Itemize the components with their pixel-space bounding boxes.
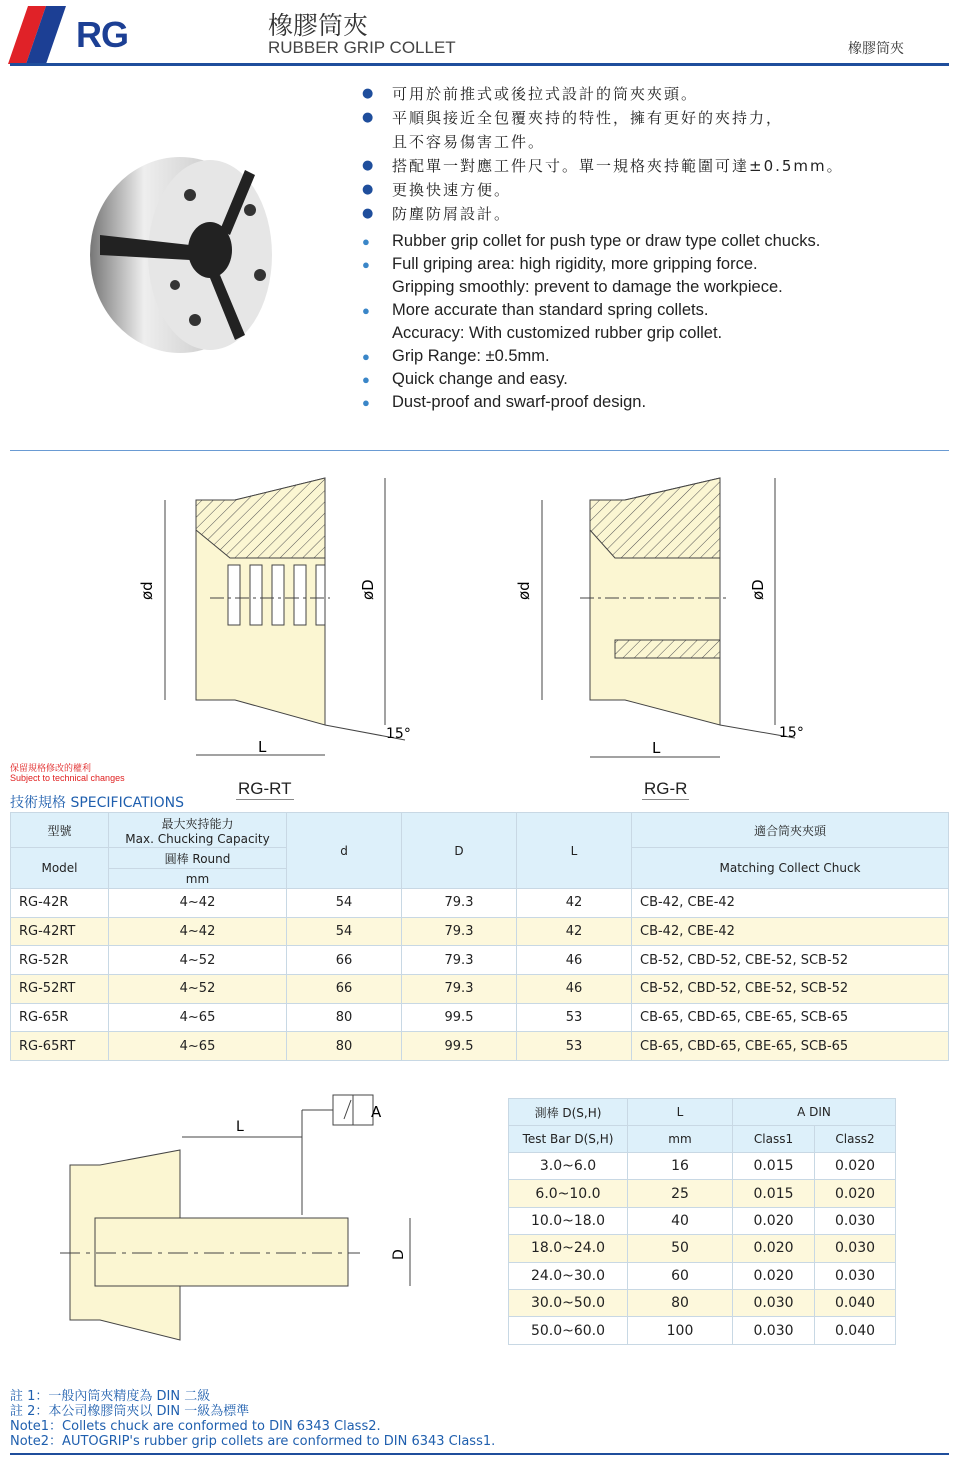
header-mm: mm [628, 1126, 733, 1153]
table-row [509, 1153, 896, 1180]
feature-text: Grip Range: ±0.5mm. [392, 347, 550, 365]
table-cell: 53 [517, 1032, 632, 1061]
header-L: L [517, 813, 632, 889]
feature-item-zh: ● 搭配單一對應工件尺寸。單一規格夾持範圍可達±0.5mm。 [360, 154, 940, 178]
notice-en: Subject to technical changes [10, 773, 125, 783]
table-cell: 54 [287, 917, 402, 946]
table-cell: 6.0~10.0 [509, 1180, 628, 1207]
table-cell: 0.020 [733, 1262, 815, 1289]
table-cell: 80 [287, 1003, 402, 1032]
header-test-bar-en: Test Bar D(S,H) [509, 1126, 628, 1153]
notice-zh: 保留規格修改的權利 [10, 764, 92, 774]
table-row [11, 889, 949, 918]
angle-label: 15° [386, 726, 411, 742]
feature-item-zh: ● 可用於前推式或後拉式設計的筒夾夾頭。 [360, 82, 940, 106]
L-dimension-label: L [652, 739, 661, 757]
category-label: 橡膠筒夾 [848, 41, 904, 57]
header-capacity [109, 813, 287, 848]
feature-item-en: ● Full griping area: high rigidity, more gripping force. [360, 253, 940, 276]
table-cell: 0.030 [815, 1262, 896, 1289]
feature-item-en [360, 322, 940, 345]
d-dimension-label: ød [138, 581, 156, 600]
rg-r-drawing [505, 470, 805, 770]
table-cell: 4~42 [109, 917, 287, 946]
rg-r-caption: RG-R [644, 779, 688, 798]
table-cell: 79.3 [402, 889, 517, 918]
table-cell: 0.040 [815, 1289, 896, 1316]
feature-text: Accuracy: With customized rubber grip collet. [392, 324, 723, 342]
table-row [11, 946, 949, 975]
L-dimension-label: L [258, 738, 267, 756]
table-cell: 0.020 [733, 1207, 815, 1234]
table-cell: 99.5 [402, 1003, 517, 1032]
note-2-en: Note2：AUTOGRIP's rubber grip collets are conformed to DIN 6343 Class1. [10, 1434, 496, 1449]
test-bar-table [508, 1098, 896, 1345]
table-row [11, 1003, 949, 1032]
header-d: d [287, 813, 402, 889]
table-cell: 4~42 [109, 889, 287, 918]
feature-item-zh [360, 130, 940, 154]
feature-list [360, 82, 940, 414]
table-cell: 25 [628, 1180, 733, 1207]
feature-text: 且不容易傷害工件。 [392, 133, 546, 151]
table-cell: 79.3 [402, 975, 517, 1004]
bar-diameter-label: D [391, 1249, 407, 1260]
feature-item-en: ● Dust-proof and swarf-proof design. [360, 391, 940, 414]
table-cell: 0.020 [815, 1180, 896, 1207]
table-cell: 0.030 [733, 1317, 815, 1344]
table-cell: 42 [517, 889, 632, 918]
header-matching-zh: 適合筒夾夾頭 [632, 813, 949, 848]
feature-item-en: ● More accurate than standard spring collets. [360, 299, 940, 322]
rg-rt-caption: RG-RT [238, 779, 292, 798]
table-row [509, 1262, 896, 1289]
header-model-zh: 型號 [11, 813, 109, 848]
table-cell: 0.015 [733, 1153, 815, 1180]
table-cell: 80 [628, 1289, 733, 1316]
table-cell: 80 [287, 1032, 402, 1061]
table-cell: CB-52, CBD-52, CBE-52, SCB-52 [632, 946, 949, 975]
header-class1: Class1 [733, 1126, 815, 1153]
table-cell: 0.020 [815, 1153, 896, 1180]
feature-text: 更換快速方便。 [392, 181, 512, 199]
table-cell: 4~52 [109, 946, 287, 975]
feature-text: 可用於前推式或後拉式設計的筒夾夾頭。 [392, 85, 699, 103]
table-cell: CB-52, CBD-52, CBE-52, SCB-52 [632, 975, 949, 1004]
table-cell: 79.3 [402, 917, 517, 946]
table-cell: 66 [287, 946, 402, 975]
table-cell: RG-52RT [11, 975, 109, 1004]
logo-stripes [8, 6, 70, 64]
feature-text: Dust-proof and swarf-proof design. [392, 393, 647, 411]
table-cell: 66 [287, 975, 402, 1004]
table-cell: 10.0~18.0 [509, 1207, 628, 1234]
collet-product-image [80, 150, 280, 360]
table-cell: 4~65 [109, 1003, 287, 1032]
table-cell: 18.0~24.0 [509, 1235, 628, 1262]
table-cell: 0.030 [733, 1289, 815, 1316]
table-cell: 16 [628, 1153, 733, 1180]
table-cell: 4~65 [109, 1032, 287, 1061]
table-row [11, 975, 949, 1004]
header-capacity-zh: 最大夾持能力 [161, 816, 234, 831]
specifications-title: 技術規格 SPECIFICATIONS [10, 795, 185, 811]
table-cell: RG-65R [11, 1003, 109, 1032]
table-cell: CB-42, CBE-42 [632, 917, 949, 946]
table-row [509, 1207, 896, 1234]
table-cell: 4~52 [109, 975, 287, 1004]
feature-text: 防塵防屑設計。 [392, 205, 512, 223]
angle-label: 15° [779, 725, 804, 741]
table-cell: 99.5 [402, 1032, 517, 1061]
feature-item-en: ● Grip Range: ±0.5mm. [360, 345, 940, 368]
D-dimension-label: øD [749, 579, 767, 600]
feature-text: 平順與接近全包覆夾持的特性，擁有更好的夾持力， [392, 109, 784, 127]
rg-rt-drawing [130, 470, 420, 770]
d-dimension-label: ød [515, 581, 533, 600]
table-cell: 50.0~60.0 [509, 1317, 628, 1344]
header-D: D [402, 813, 517, 889]
table-cell: 30.0~50.0 [509, 1289, 628, 1316]
table-cell: 100 [628, 1317, 733, 1344]
header-model-en: Model [11, 848, 109, 889]
page-title-zh: 橡膠筒夾 [268, 11, 369, 40]
table-cell: 50 [628, 1235, 733, 1262]
footer-divider [10, 1453, 949, 1455]
table-row [509, 1317, 896, 1344]
header-round: 圓棒 Round [109, 848, 287, 869]
table-row [509, 1180, 896, 1207]
datum-label: A [371, 1103, 382, 1121]
note-2-zh: 註 2：本公司橡膠筒夾以 DIN 一級為標準 [10, 1404, 250, 1419]
table-cell: RG-65RT [11, 1032, 109, 1061]
feature-item-zh: ● 防塵防屑設計。 [360, 202, 940, 226]
header-mm: mm [109, 869, 287, 889]
specifications-table [10, 812, 949, 1061]
table-cell: CB-65, CBD-65, CBE-65, SCB-65 [632, 1003, 949, 1032]
feature-text: More accurate than standard spring collets. [392, 301, 709, 319]
feature-text: 搭配單一對應工件尺寸。單一規格夾持範圍可達±0.5mm。 [392, 157, 844, 175]
notes [10, 1389, 495, 1449]
header-divider [10, 63, 949, 66]
feature-text: Full griping area: high rigidity, more gripping force. [392, 255, 758, 273]
feature-item-en: ● Quick change and easy. [360, 368, 940, 391]
table-row [509, 1235, 896, 1262]
table-cell: 60 [628, 1262, 733, 1289]
section-divider [10, 450, 949, 451]
table-cell: CB-65, CBD-65, CBE-65, SCB-65 [632, 1032, 949, 1061]
logo-text: RG [76, 14, 128, 55]
table-cell: RG-42RT [11, 917, 109, 946]
D-dimension-label: øD [359, 579, 377, 600]
feature-text: Quick change and easy. [392, 370, 568, 388]
feature-item-zh: ● 更換快速方便。 [360, 178, 940, 202]
table-cell: RG-42R [11, 889, 109, 918]
table-cell: 0.015 [733, 1180, 815, 1207]
note-1-en: Note1：Collets chuck are conformed to DIN 6343 Class2. [10, 1419, 381, 1434]
header-din: A DIN [733, 1099, 896, 1126]
table-cell: 3.0~6.0 [509, 1153, 628, 1180]
table-cell: 0.020 [733, 1235, 815, 1262]
table-cell: 79.3 [402, 946, 517, 975]
table-row [11, 917, 949, 946]
table-row [509, 1289, 896, 1316]
feature-item-zh: ● 平順與接近全包覆夾持的特性，擁有更好的夾持力， [360, 106, 940, 130]
table-cell: 0.030 [815, 1235, 896, 1262]
table-row [11, 1032, 949, 1061]
feature-text: Gripping smoothly: prevent to damage the workpiece. [392, 278, 783, 296]
table-cell: 46 [517, 946, 632, 975]
L-dimension-label: L [236, 1119, 244, 1135]
table-cell: 42 [517, 917, 632, 946]
table-cell: RG-52R [11, 946, 109, 975]
feature-item-en [360, 276, 940, 299]
header-class2: Class2 [815, 1126, 896, 1153]
table-cell: 53 [517, 1003, 632, 1032]
feature-item-en: ● Rubber grip collet for push type or draw type collet chucks. [360, 230, 940, 253]
table-cell: CB-42, CBE-42 [632, 889, 949, 918]
header-test-bar-zh: 測棒 D(S,H) [509, 1099, 628, 1126]
table-cell: 0.040 [815, 1317, 896, 1344]
header-matching-en: Matching Collect Chuck [632, 848, 949, 889]
table-cell: 46 [517, 975, 632, 1004]
header-capacity-en: Max. Chucking Capacity [125, 831, 270, 846]
note-1-zh: 註 1：一般內筒夾精度為 DIN 二級 [10, 1389, 211, 1404]
header-L: L [628, 1099, 733, 1126]
table-cell: 54 [287, 889, 402, 918]
table-cell: 24.0~30.0 [509, 1262, 628, 1289]
feature-text: Rubber grip collet for push type or draw type collet chucks. [392, 232, 821, 250]
table-cell: 40 [628, 1207, 733, 1234]
test-bar-drawing [60, 1090, 420, 1350]
page-title-en: RUBBER GRIP COLLET [268, 38, 456, 57]
table-cell: 0.030 [815, 1207, 896, 1234]
